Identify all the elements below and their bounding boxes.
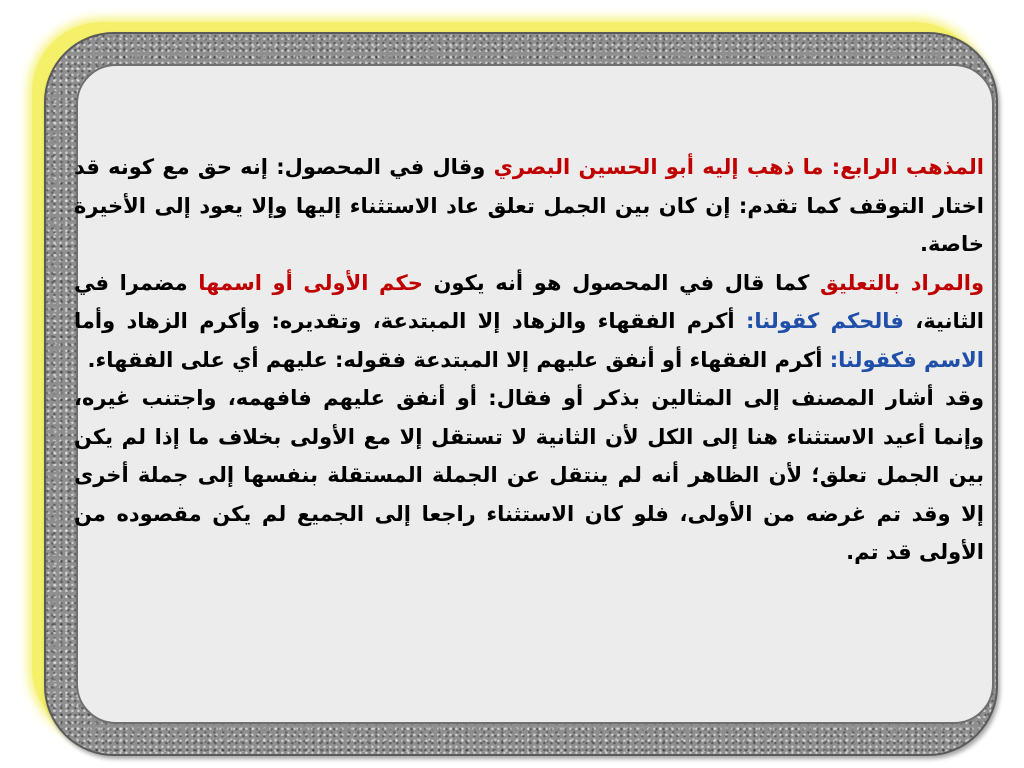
paragraph-1-segment: وقال في المحصول: إنه حق مع كونه قد اختار التوقف كما تقدم: إن كان بين الجمل تعلق عاد الاستثناء إليها وإلا يعود إلى الأخيرة خاصة. xyxy=(74,155,984,256)
paragraph-3 xyxy=(74,379,984,572)
paragraph-1-segment: المذهب الرابع: ما ذهب إليه أبو الحسين البصري xyxy=(493,155,985,179)
paragraph-2-segment: أكرم الفقهاء والزهاد إلا المبتدعة، وتقديره: وأكرم الزهاد وأما xyxy=(74,309,746,333)
paragraph-1 xyxy=(74,148,984,264)
paragraph-2-segment: الاسم فكقولنا: xyxy=(829,347,984,372)
paragraph-2-segment: أكرم الفقهاء أو أنفق عليهم إلا المبتدعة فقوله: عليهم أي على الفقهاء. xyxy=(87,347,830,372)
paragraph-2-segment: كما قال في المحصول هو أنه يكون xyxy=(422,270,820,295)
paragraph-2-segment: حكم الأولى أو اسمها xyxy=(198,270,423,295)
paragraph-2-segment: فالحكم كقولنا: xyxy=(745,309,904,333)
paragraph-2-segment: والمراد بالتعليق xyxy=(819,270,984,295)
paragraph-2 xyxy=(74,264,984,380)
paragraph-2-segment: مضمرا في الثانية، xyxy=(74,270,984,333)
arabic-text-body xyxy=(74,148,984,572)
paragraph-3-segment: وقد أشار المصنف إلى المثالين بذكر أو فقال: أو أنفق عليهم فافهمه، واجتنب غيره، وإنما أعيد الاستثناء هنا إلى الكل لأن الثانية لا تستقل إلا مع الأولى بخلاف ما إذا لم يكن بين الجمل تعلق؛ لأن الظاهر أنه لم ينتقل عن الجملة المستقلة بنفسها إلى جملة أخرى إلا وقد تم غرضه من الأولى، فلو كان الاستثناء راجعا إلى الجميع لم يكن مقصوده من الأولى قد تم. xyxy=(74,386,984,564)
